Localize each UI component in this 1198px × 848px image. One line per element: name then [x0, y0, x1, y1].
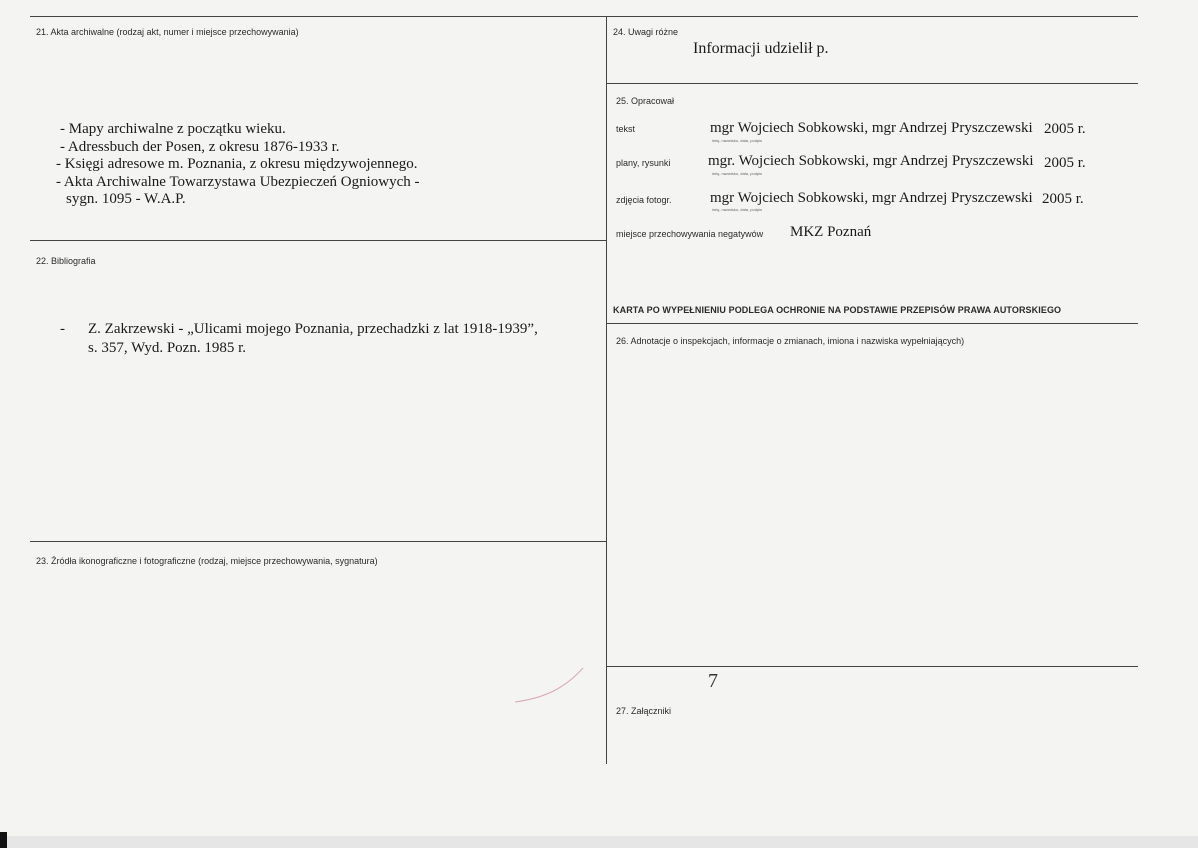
negatives-location-value: MKZ Poznań: [790, 224, 872, 240]
year-photos: 2005 r.: [1042, 191, 1084, 207]
divider-22-23: [30, 541, 606, 542]
hint-plans: imię, nazwisko, data, podpis: [712, 171, 763, 176]
row-label-photos: zdjęcia fotogr.: [616, 195, 672, 205]
divider-24-25: [606, 83, 1138, 84]
bibliography-entry: [60, 320, 538, 358]
section-24-label: 24. Uwagi różne: [613, 27, 679, 37]
row-label-plans: plany, rysunki: [616, 158, 671, 168]
divider-25-26: [606, 323, 1138, 324]
divider-26-27: [606, 666, 1138, 667]
copyright-notice: KARTA PO WYPEŁNIENIU PODLEGA OCHRONIE NA PODSTAWIE PRZEPISÓW PRAWA AUTORSKIEGO: [613, 305, 1062, 315]
pencil-mark: [505, 660, 595, 710]
scan-mark: [0, 832, 7, 848]
section-27-label: 27. Załączniki: [616, 706, 672, 716]
attachments-value: 7: [708, 670, 718, 692]
bibliography-dash: -: [60, 321, 65, 337]
archival-records-list: [56, 121, 420, 209]
section-23-label: 23. Źródła ikonograficzne i fotograficzne (rodzaj, miejsce przechowywania, sygnatura): [36, 556, 378, 566]
row-label-text: tekst: [616, 124, 636, 134]
top-border: [30, 16, 1138, 17]
list-item: - Mapy archiwalne z początku wieku.: [60, 121, 286, 137]
page-edge: [0, 836, 1198, 848]
hint-photos: imię, nazwisko, data, podpis: [712, 207, 763, 212]
year-plans: 2005 r.: [1044, 155, 1086, 171]
section-21-label: 21. Akta archiwalne (rodzaj akt, numer i miejsce przechowywania): [36, 27, 299, 37]
center-divider: [606, 16, 607, 764]
bibliography-line-2: s. 357, Wyd. Pozn. 1985 r.: [88, 340, 246, 356]
section-22-label: 22. Bibliografia: [36, 256, 96, 266]
list-item: - Adressbuch der Posen, z okresu 1876-1933 r.: [60, 138, 340, 155]
author-plans-value: mgr. Wojciech Sobkowski, mgr Andrzej Pryszczewski: [708, 153, 1034, 169]
divider-21-22: [30, 240, 606, 241]
negatives-location-label: miejsce przechowywania negatywów: [616, 229, 764, 239]
bibliography-line-1: Z. Zakrzewski - „Ulicami mojego Poznania, przechadzki z lat 1918-1939”,: [88, 321, 538, 337]
section-26-label: 26. Adnotacje o inspekcjach, informacje o zmianach, imiona i nazwiska wypełniających): [616, 336, 965, 346]
hint-text: imię, nazwisko, data, podpis: [712, 138, 763, 143]
list-item: - Księgi adresowe m. Poznania, z okresu międzywojennego.: [56, 156, 418, 172]
year-text: 2005 r.: [1044, 121, 1086, 137]
remarks-text: Informacji udzielił p.: [693, 40, 829, 57]
section-25-label: 25. Opracował: [616, 96, 675, 106]
list-item: sygn. 1095 - W.A.P.: [66, 191, 186, 207]
list-item: - Akta Archiwalne Towarzystawa Ubezpieczeń Ogniowych -: [56, 173, 420, 190]
author-text-value: mgr Wojciech Sobkowski, mgr Andrzej Pryszczewski: [710, 120, 1033, 136]
author-photos-value: mgr Wojciech Sobkowski, mgr Andrzej Pryszczewski: [710, 190, 1033, 206]
